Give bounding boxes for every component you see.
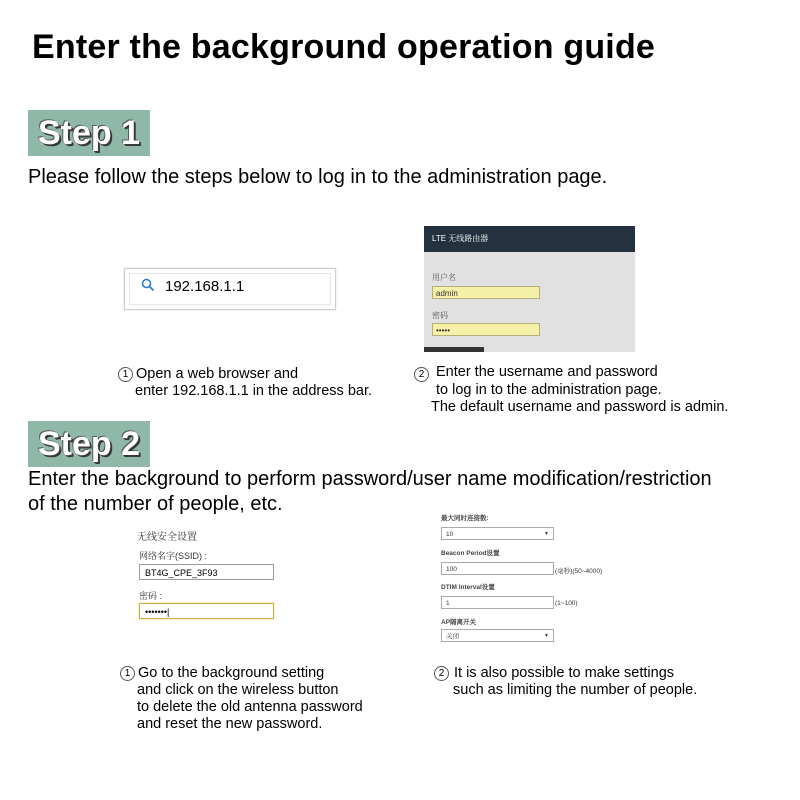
select-value: 关闭: [446, 633, 459, 640]
panel-footer-bar: [424, 347, 484, 352]
step2-intro: [28, 467, 712, 517]
password-label: 密码: [432, 311, 448, 320]
chevron-down-icon: ▼: [544, 531, 549, 537]
caption-line: Go to the background setting: [138, 665, 325, 681]
intro-line: of the number of people, etc.: [28, 493, 283, 515]
step2-caption-1: [120, 665, 363, 733]
caption-number: 2: [414, 367, 429, 382]
address-url: 192.168.1.1: [165, 278, 245, 295]
wireless-settings-title: 无线安全设置: [137, 532, 197, 543]
select-value: 10: [446, 531, 454, 538]
wifi-password-label: 密码 :: [139, 591, 163, 601]
wifi-password-field[interactable]: •••••••|: [139, 603, 274, 619]
caption-line: It is also possible to make settings: [454, 665, 675, 681]
dtim-interval-range: (1~100): [555, 600, 578, 607]
caption-line: and click on the wireless button: [137, 682, 339, 698]
beacon-period-input[interactable]: 100: [441, 562, 554, 575]
step2-badge-label: Step 2: [37, 424, 141, 463]
caption-line: Open a web browser and: [136, 366, 299, 382]
step2-caption-2: [434, 665, 697, 699]
max-connections-select[interactable]: [441, 527, 554, 540]
username-label: 用户名: [432, 273, 456, 282]
router-header-title: LTE 无线路由器: [432, 234, 489, 243]
max-connections-label: 最大同时连接数:: [441, 515, 489, 522]
password-field[interactable]: •••••: [432, 323, 540, 336]
search-icon: [141, 278, 155, 292]
beacon-period-range: (毫秒)(50~4000): [555, 568, 603, 575]
browser-address-bar[interactable]: [124, 268, 336, 310]
username-field[interactable]: admin: [432, 286, 540, 299]
caption-number: 2: [434, 666, 449, 681]
caption-line: Enter the username and password: [436, 364, 658, 381]
intro-line: Enter the background to perform password/user name modification/restriction: [28, 468, 712, 490]
caption-line: to log in to the administration page.: [436, 382, 662, 398]
ap-isolation-select[interactable]: [441, 629, 554, 642]
step1-caption-1: [118, 366, 372, 400]
beacon-period-label: Beacon Period设置: [441, 550, 500, 557]
caption-line: to delete the old antenna password: [137, 699, 363, 715]
step1-badge-label: Step 1: [37, 113, 141, 152]
ssid-label: 网络名字(SSID) :: [139, 551, 208, 561]
step1-badge: [28, 110, 150, 156]
ap-isolation-label: AP隔离开关: [441, 619, 477, 626]
caption-number: 1: [120, 666, 135, 681]
caption-number: 1: [118, 367, 133, 382]
chevron-down-icon: ▼: [544, 633, 549, 639]
step2-badge: [28, 421, 150, 467]
step1-intro: Please follow the steps below to log in to the administration page.: [28, 166, 608, 188]
caption-line: The default username and password is admin.: [431, 399, 729, 415]
caption-line: such as limiting the number of people.: [453, 682, 698, 698]
dtim-interval-input[interactable]: 1: [441, 596, 554, 609]
caption-line: enter 192.168.1.1 in the address bar.: [135, 383, 373, 399]
page-title: Enter the background operation guide: [32, 28, 656, 66]
router-header: [424, 226, 635, 252]
step1-caption-2: [414, 363, 728, 416]
caption-line: and reset the new password.: [137, 716, 323, 732]
dtim-interval-label: DTIM Interval设置: [441, 584, 495, 591]
ssid-field[interactable]: BT4G_CPE_3F93: [139, 564, 274, 580]
router-login-panel: [424, 226, 635, 352]
